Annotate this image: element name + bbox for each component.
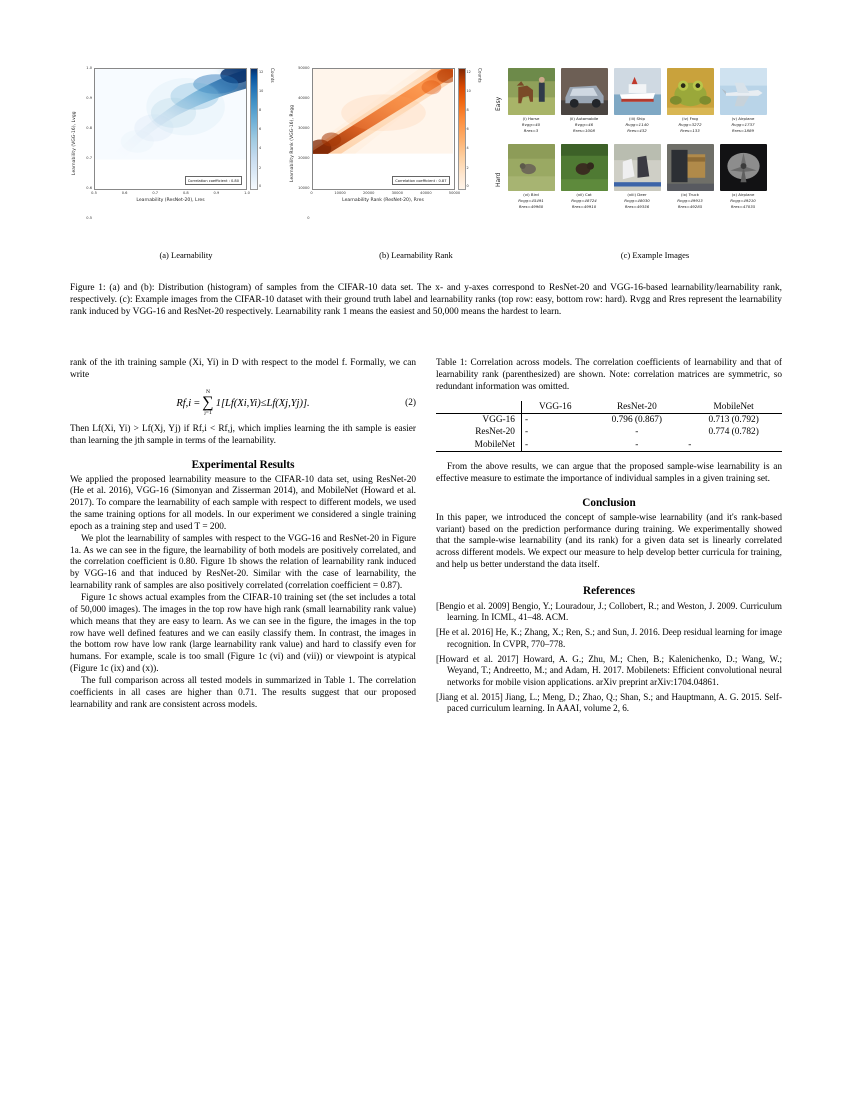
x-tick: 50000 xyxy=(448,191,461,195)
paragraph-above-conclusion: From the above results, we can argue that the proposed sample-wise learnability is an effective measure to estimate the importance of individual samples in a given training set. xyxy=(436,462,782,484)
table-row-header: ResNet-20 xyxy=(436,426,521,438)
thumbnail-airplane-hard xyxy=(720,144,767,191)
x-tick: 0.7 xyxy=(152,191,159,195)
cbar-tick: 12 xyxy=(259,69,264,74)
y-tick: 0.9 xyxy=(86,96,92,100)
paragraph-experimental-2: We plot the learnability of samples with respect to the VGG-16 and ResNet-20 in Figure 1a. As we can see in the figure, the learnability of both models are positively correlated, and the correlation coefficient is 0.80. Figure 1b shows the relation of learnability rank induced by VGG-16 and that induced by ResNet-20. Similar with the case of learnability, the learnability rank of samples are also positively correlated (correlation coefficient = 0.87). xyxy=(70,533,416,592)
sigma-glyph: ∑ xyxy=(202,394,214,412)
example-rres: Rres=1889 xyxy=(732,128,754,134)
example-caption xyxy=(718,192,768,210)
table-col-header: VGG-16 xyxy=(521,401,588,414)
table-header-row xyxy=(436,401,782,414)
example-rres: Rres=3 xyxy=(523,128,539,134)
panel-a-xticks xyxy=(91,190,250,198)
cbar-tick: 4 xyxy=(466,146,469,151)
example-caption xyxy=(612,192,662,210)
paragraph-after-equation: Then Lf(Xi, Yi) > Lf(Xj, Yj) if Rf,i < Rf,j, which implies learning the ith sample is easier than learning the jth sample in terms of the learnability. xyxy=(70,423,416,446)
figure-panels xyxy=(70,68,780,243)
colorbar-label: Counts xyxy=(270,68,275,83)
example-label: (i) Horse xyxy=(522,116,540,121)
thumbnail-airplane-easy xyxy=(720,68,767,115)
panel-b-learnability-rank xyxy=(288,68,483,218)
figure-caption: Figure 1: (a) and (b): Distribution (histogram) of samples from the CIFAR-10 data set. The x- and y-axes correspond to ResNet-20 and VGG-16-based learnability/learnability rank, respectively. (c): Example images from the CIFAR-10 dataset with their ground truth label and learnability ranks (top row: easy, bottom row: hard). Rvgg and Rres represent the learnability rank induced by VGG-16 and ResNet-20 respectively. Learnability rank 1 means the easiest and 50,000 means the hardest to learn. xyxy=(70,283,782,318)
cbar-tick: 6 xyxy=(259,127,262,132)
table-cell: - xyxy=(635,427,639,438)
subcaption-c: (c) Example Images xyxy=(620,250,690,260)
panel-b-xlabel: Learnability Rank (ResNet-20), Rres xyxy=(342,198,424,203)
colorbar-ticks xyxy=(258,68,270,188)
example-rvgg: Rvgg=1737 xyxy=(731,122,755,128)
equation-indicator: 1[Lf(Xi,Yi)≤Lf(Xj,Yj)]. xyxy=(215,397,310,409)
x-tick: 40000 xyxy=(420,191,432,195)
right-column xyxy=(436,358,782,718)
left-column xyxy=(70,358,416,718)
thumbnail-ship xyxy=(614,68,661,115)
table-cell: - xyxy=(685,439,782,452)
panel-b-xticks xyxy=(310,190,461,198)
example-rvgg: Rvgg=3272 xyxy=(678,122,702,128)
panel-b-histogram xyxy=(313,69,454,154)
example-rres: Rres=49356 xyxy=(624,204,650,210)
panel-b-ylabel: Learnability Rank (VGG-16), Rvgg xyxy=(289,104,295,182)
example-caption xyxy=(506,116,556,134)
example-cell xyxy=(612,144,662,210)
cbar-tick: 2 xyxy=(466,165,469,170)
body-columns xyxy=(70,358,782,718)
table-cell: - xyxy=(588,439,685,452)
cbar-tick: 0 xyxy=(466,183,469,188)
sum-upper-limit: N xyxy=(205,388,211,395)
example-rvgg: Rvgg=46 xyxy=(574,122,594,128)
paragraph-rank-intro: rank of the ith training sample (Xi, Yi) in D with respect to the model f. Formally, we can write xyxy=(70,358,416,380)
panel-b-colorbar xyxy=(458,68,483,188)
heading-references: References xyxy=(583,584,635,597)
equation-2 xyxy=(70,390,416,417)
cbar-tick: 0 xyxy=(259,183,262,188)
panel-b-yticks xyxy=(297,68,312,218)
thumbnail-automobile xyxy=(561,68,608,115)
table-row-header: MobileNet xyxy=(436,439,521,452)
example-rres: Rres=47035 xyxy=(730,204,756,210)
example-rvgg: Rvgg=40 xyxy=(521,122,541,128)
example-cell xyxy=(718,144,768,210)
table-row xyxy=(436,439,782,452)
example-label: (vii) Cat xyxy=(576,192,592,198)
x-tick: 0.8 xyxy=(182,191,189,195)
panel-a-correlation-annotation: Correlation coefficient : 0.80 xyxy=(185,176,242,185)
example-rvgg: Rvgg=49210 xyxy=(730,198,756,204)
cbar-tick: 10 xyxy=(466,88,471,93)
paragraph-conclusion: In this paper, we introduced the concept of sample-wise learnability (and it's rank-based variant) based on the prediction performance during training. We experimentally showed that the sample-wise learnability (and its rank) for a given data set is linearly correlated across different models. We expect our measure to help develop better curricula for training, and help us better understand the data itself. xyxy=(436,512,782,571)
example-rres: Rres=49910 xyxy=(571,204,597,210)
panel-c-example-images xyxy=(495,68,780,220)
example-caption xyxy=(718,116,768,134)
y-tick: 1.0 xyxy=(86,66,92,70)
example-label: (viii) Deer xyxy=(627,192,647,198)
cbar-tick: 4 xyxy=(259,146,262,151)
reference-item: [Howard et al. 2017] Howard, A. G.; Zhu, M.; Chen, B.; Kalenichenko, D.; Wang, W.; Weyand, T.; Andreetto, M.; and Adam, H. 2017. Mobilenets: Efficient convolutional neural networks for mobile vision applications. arXiv preprint arXiv:1704.04861. xyxy=(436,653,782,687)
example-rres: Rres=1008 xyxy=(573,128,595,134)
panel-b-correlation-annotation: Correlation coefficient : 0.87 xyxy=(392,176,449,185)
paragraph-experimental-1: We applied the proposed learnability measure to the CIFAR-10 data set, using ResNet-20 (He et al. 2016), VGG-16 (Simonyan and Zisserman 2014), and MobileNet (Howard et al. 2017). To compare the learnability of each sample with respect to different models, we used the same training options for all models. In our experiment we considered a single training epoch as a training step and used T = 200. xyxy=(70,474,416,532)
example-caption xyxy=(506,192,556,210)
example-cell xyxy=(612,68,662,134)
example-rvgg: Rvgg=48030 xyxy=(624,198,650,204)
table-caption: Table 1: Correlation across models. The correlation coefficients of learnability and that of learnability rank (parenthesized) are shown. Note: correlation matrices are symmetric, so redundant information was omitted. xyxy=(436,358,782,392)
subcaption-a: (a) Learnability xyxy=(159,250,213,260)
heading-experimental-results: Experimental Results xyxy=(191,458,295,471)
reference-item: [He et al. 2016] He, K.; Zhang, X.; Ren, S.; and Sun, J. 2016. Deep residual learning for image recognition. In CVPR, 770–778. xyxy=(436,627,782,649)
y-tick: 0.7 xyxy=(86,156,92,160)
thumbnail-horse xyxy=(508,68,555,115)
example-caption xyxy=(559,192,609,210)
example-rvgg: Rvgg=48724 xyxy=(571,198,597,204)
panel-a-colorbar xyxy=(250,68,275,188)
table-row xyxy=(436,426,782,438)
table-cell: - xyxy=(524,415,529,426)
example-rres: Rres=133 xyxy=(680,128,700,134)
example-label: (iv) Frog xyxy=(682,116,698,121)
colorbar-gradient xyxy=(250,68,258,190)
table-col-header: MobileNet xyxy=(685,401,782,414)
table-row xyxy=(436,413,782,426)
hard-image-row xyxy=(506,144,780,210)
cbar-tick: 6 xyxy=(466,127,469,132)
table-cell: 0.774 (0.782) xyxy=(708,427,759,438)
y-tick: 0 xyxy=(307,216,310,220)
example-rres: Rres=432 xyxy=(627,128,647,134)
correlation-table xyxy=(436,401,782,453)
example-caption xyxy=(559,116,609,134)
equation-number: (2) xyxy=(405,398,416,409)
y-tick: 0.6 xyxy=(86,186,92,190)
easy-image-row xyxy=(506,68,780,134)
example-label: (iii) Ship xyxy=(628,116,645,121)
example-label: (ii) Automobile xyxy=(569,116,599,121)
panel-a-learnability xyxy=(70,68,275,218)
y-tick: 20000 xyxy=(298,156,310,160)
panel-a-ylabel: Learnability (VGG-16), Lvgg xyxy=(72,111,77,175)
row-label-column xyxy=(495,68,506,220)
thumbnail-frog xyxy=(667,68,714,115)
panel-a-histogram xyxy=(95,69,246,160)
cbar-tick: 10 xyxy=(259,88,264,93)
example-caption xyxy=(612,116,662,134)
table-cell: - xyxy=(521,439,588,452)
example-cell xyxy=(506,144,556,210)
table-cell: 0.713 (0.792) xyxy=(708,415,759,426)
paragraph-experimental-4: The full comparison across all tested models in summarized in Table 1. The correlation coefficients in all cases are higher than 0.71. The results suggest that our proposed learnability and rank are consistent across models. xyxy=(70,675,416,710)
example-rvgg: Rvgg=49913 xyxy=(677,198,703,204)
example-cell xyxy=(506,68,556,134)
table-corner-cell xyxy=(436,401,521,414)
colorbar-label: Counts xyxy=(477,68,483,83)
thumbnail-deer xyxy=(614,144,661,191)
x-tick: 1.0 xyxy=(244,191,250,195)
example-cell xyxy=(559,68,609,134)
table-col-header: ResNet-20 xyxy=(588,401,685,414)
thumbnail-truck xyxy=(667,144,714,191)
example-rvgg: Rvgg=45491 xyxy=(518,198,544,204)
x-tick: 10000 xyxy=(334,191,346,195)
table-cell: - xyxy=(524,427,529,438)
example-rvgg: Rvgg=1140 xyxy=(625,122,649,128)
table-row-header: VGG-16 xyxy=(436,413,521,426)
thumbnail-bird xyxy=(508,144,555,191)
thumbnail-cat xyxy=(561,144,608,191)
cbar-tick: 8 xyxy=(466,108,469,112)
example-caption xyxy=(665,116,715,134)
equation-equals: = xyxy=(193,397,201,409)
example-label: (ix) Truck xyxy=(681,192,699,198)
x-tick: 0.6 xyxy=(121,191,128,195)
figure-1 xyxy=(70,68,780,260)
panel-a-yticks xyxy=(79,68,94,218)
summation-operator xyxy=(202,390,213,417)
row-label-hard: Hard xyxy=(495,172,502,188)
example-caption xyxy=(665,192,715,210)
example-cell xyxy=(559,144,609,210)
example-rres: Rres=49960 xyxy=(518,204,544,210)
x-tick: 30000 xyxy=(391,191,404,195)
equation-lhs: Rf,i xyxy=(176,397,192,409)
x-tick: 0.5 xyxy=(91,191,97,195)
subcaption-b: (b) Learnability Rank xyxy=(379,250,453,260)
reference-item: [Bengio et al. 2009] Bengio, Y.; Louradour, J.; Collobert, R.; and Weston, J. 2009. Curriculum learning. In ICML, 41–48. ACM. xyxy=(436,600,782,623)
example-cell xyxy=(718,68,768,134)
x-tick: 20000 xyxy=(362,191,375,195)
example-label: (x) Airplane xyxy=(731,192,755,198)
example-rres: Rres=49285 xyxy=(677,204,703,210)
heading-conclusion: Conclusion xyxy=(582,496,636,509)
panel-b-plot-area xyxy=(312,68,455,190)
example-cell xyxy=(665,144,715,210)
y-tick: 50000 xyxy=(298,66,310,70)
y-tick: 30000 xyxy=(298,126,310,130)
reference-item: [Jiang et al. 2015] Jiang, L.; Meng, D.; Zhao, Q.; Shan, S.; and Hauptmann, A. G. 2015. Self-paced curriculum learning. In AAAI, volume 2, 6. xyxy=(436,691,782,714)
panel-a-xlabel: Learnability (ResNet-20), Lres xyxy=(136,198,205,203)
row-label-easy: Easy xyxy=(495,96,502,112)
x-tick: 0 xyxy=(310,191,313,195)
cbar-tick: 2 xyxy=(259,165,262,170)
y-tick: 0.8 xyxy=(86,126,92,130)
panel-a-plot-area xyxy=(94,68,247,190)
y-tick: 40000 xyxy=(298,96,310,100)
example-label: (v) Airplane xyxy=(731,116,755,121)
example-label: (vi) Bird xyxy=(523,192,539,198)
colorbar-ticks xyxy=(466,68,478,188)
sum-lower-limit: j=1 xyxy=(204,410,212,417)
table-cell: 0.796 (0.867) xyxy=(611,415,663,426)
colorbar-gradient xyxy=(458,68,466,190)
cbar-tick: 12 xyxy=(466,69,471,74)
figure-subcaptions xyxy=(70,250,780,260)
y-tick: 10000 xyxy=(298,186,310,190)
x-tick: 0.9 xyxy=(213,191,220,195)
cbar-tick: 8 xyxy=(259,108,262,112)
paragraph-experimental-3: Figure 1c shows actual examples from the CIFAR-10 training set (the set includes a total of 50,000 images). The images in the top row have high rank (small learnability rank value) which means that they are easy to learn. As we can see in the figure, the images in the top row have well defined features and we can easily classify them. In contrast, the images in the bottom row have low rank (large learnability rank value) and hard to classify even for humans. For example, scale is too small (Figure 1c (vi) and (vii)) or viewpoint is atypical (Figure 1c (ix) and (x)). xyxy=(70,593,416,675)
example-cell xyxy=(665,68,715,134)
y-tick: 0.5 xyxy=(86,216,92,220)
